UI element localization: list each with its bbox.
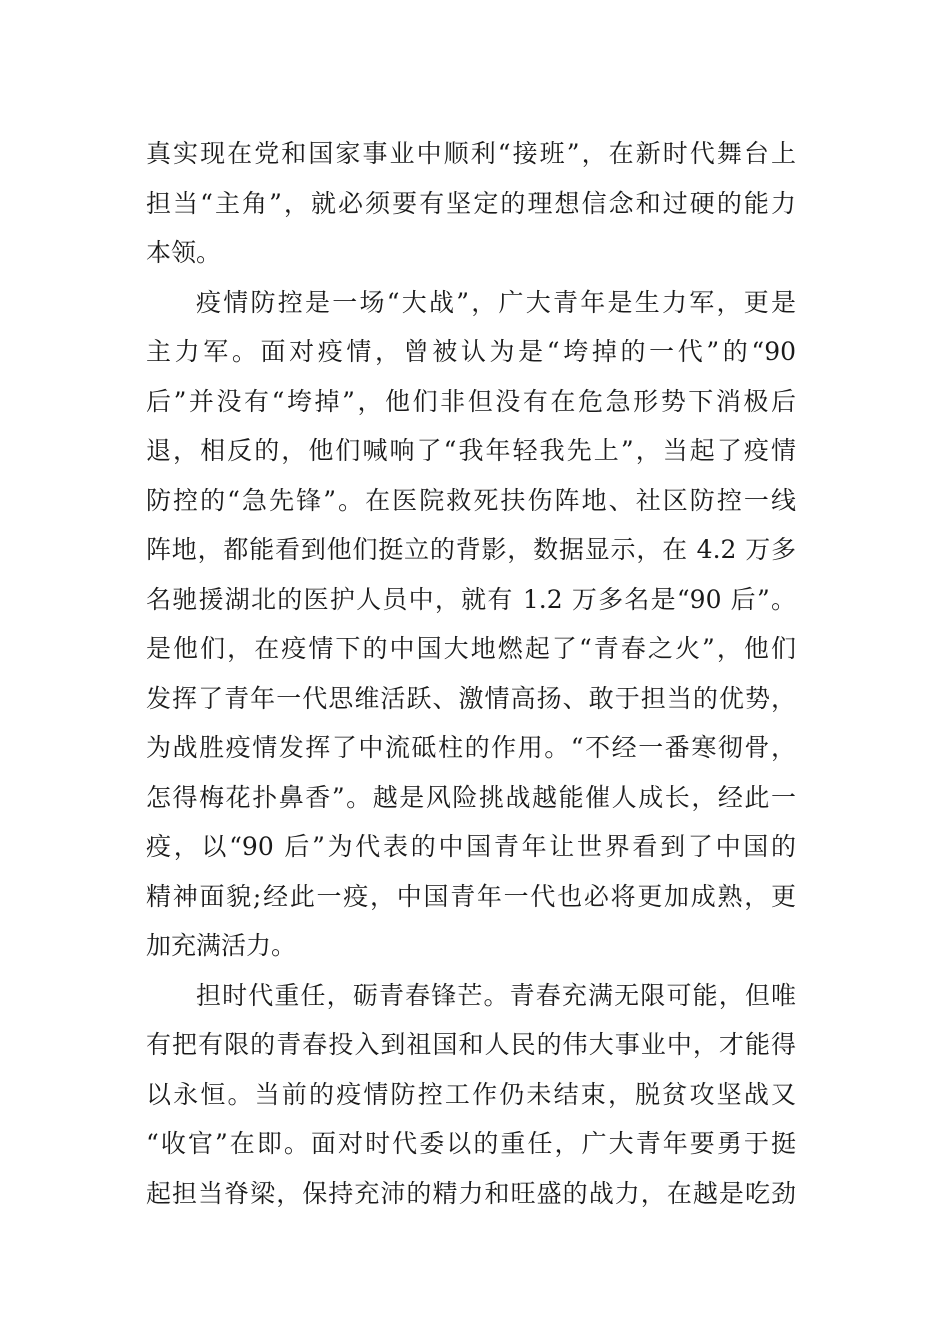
text-line: 有把有限的青春投入到祖国和人民的伟大事业中，才能得 — [146, 1030, 796, 1059]
text-line: 名驰援湖北的医护人员中，就有 1.2 万多名是“90 后”。 — [146, 584, 796, 614]
text-line: 以永恒。当前的疫情防控工作仍未结束，脱贫攻坚战又 — [146, 1079, 796, 1109]
text-line: “收官”在即。面对时代委以的重任，广大青年要勇于挺 — [146, 1129, 796, 1158]
text-line: 真实现在党和国家事业中顺利“接班”，在新时代舞台上 — [146, 139, 796, 168]
text-line: 起担当脊梁，保持充沛的精力和旺盛的战力，在越是吃劲 — [146, 1178, 796, 1208]
paragraph-first-line: 担时代重任，砺青春锋芒。青春充满无限可能，但唯 — [196, 980, 796, 1010]
text-line: 后”并没有“垮掉”，他们非但没有在危急形势下消极后 — [146, 386, 796, 416]
document-body — [146, 129, 796, 1218]
text-line: 疫，以“90 后”为代表的中国青年让世界看到了中国的 — [146, 832, 796, 861]
text-line: 精神面貌;经此一疫，中国青年一代也必将更加成熟，更 — [146, 881, 796, 911]
text-line: 退，相反的，他们喊响了“我年轻我先上”，当起了疫情 — [146, 436, 796, 465]
text-line: 担当“主角”，就必须要有坚定的理想信念和过硬的能力 — [146, 188, 796, 218]
text-line: 发挥了青年一代思维活跃、激情高扬、敢于担当的优势， — [146, 683, 796, 713]
text-line: 本领。 — [146, 238, 222, 267]
text-line: 是他们，在疫情下的中国大地燃起了“青春之火”，他们 — [146, 634, 796, 663]
text-line: 主力军。面对疫情，曾被认为是“垮掉的一代”的“90 — [146, 337, 796, 366]
text-line: 怎得梅花扑鼻香”。越是风险挑战越能催人成长，经此一 — [146, 782, 796, 812]
paragraph-first-line: 疫情防控是一场“大战”，广大青年是生力军，更是 — [196, 287, 796, 317]
text-line: 防控的“急先锋”。在医院救死扶伤阵地、社区防控一线 — [146, 485, 796, 515]
text-line: 加充满活力。 — [146, 931, 297, 960]
text-line: 阵地，都能看到他们挺立的背影，数据显示，在 4.2 万多 — [146, 535, 796, 564]
text-line: 为战胜疫情发挥了中流砥柱的作用。“不经一番寒彻骨， — [146, 733, 796, 762]
